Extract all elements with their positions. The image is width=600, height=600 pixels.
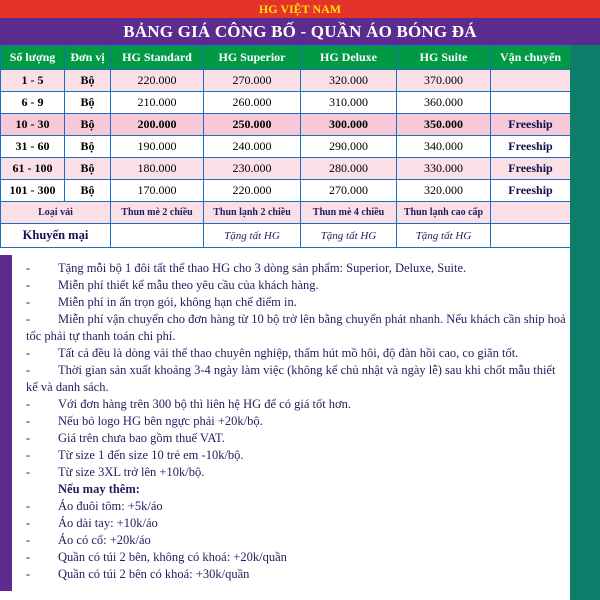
title-banner [0, 18, 600, 45]
page-title: BẢNG GIÁ CÔNG BỐ - QUẦN ÁO BÓNG ĐÁ [123, 22, 477, 41]
shipping-cell: Freeship [491, 158, 571, 180]
quantity-cell: 61 - 100 [1, 158, 65, 180]
shipping-cell: Freeship [491, 114, 571, 136]
note-text: Áo có cổ: +20k/áo [58, 533, 151, 547]
fabric-row-label: Loại vải [1, 202, 111, 224]
note-text: Tất cả đều là dòng vải thể thao chuyên nghiệp, thấm hút mồ hôi, độ đàn hồi cao, co giãn tốt. [58, 346, 519, 360]
note-item [26, 464, 566, 481]
unit-cell: Bộ [65, 180, 111, 202]
brand-name: HG VIỆT NAM [258, 2, 342, 16]
quantity-cell: 10 - 30 [1, 114, 65, 136]
price-suite-cell: 360.000 [397, 92, 491, 114]
fabric-shipping-cell [491, 202, 571, 224]
note-text: Thời gian sản xuất khoảng 3-4 ngày làm việc (không kể chủ nhật và ngày lễ) sau khi chốt mẫu thiết kế và danh sách. [26, 363, 556, 394]
price-superior-cell: 230.000 [204, 158, 301, 180]
note-item [26, 515, 566, 532]
quantity-cell: 6 - 9 [1, 92, 65, 114]
price-superior-cell: 220.000 [204, 180, 301, 202]
shipping-cell: Freeship [491, 180, 571, 202]
note-item [26, 549, 566, 566]
shipping-cell [491, 70, 571, 92]
price-deluxe-cell: 280.000 [301, 158, 397, 180]
note-item [26, 345, 566, 362]
note-text: Từ size 3XL trở lên +10k/bộ. [58, 465, 205, 479]
price-table [0, 45, 571, 248]
table-row [1, 180, 571, 202]
fabric-deluxe-cell: Thun mè 4 chiều [301, 202, 397, 224]
note-item [26, 260, 566, 277]
unit-cell: Bộ [65, 136, 111, 158]
unit-cell: Bộ [65, 158, 111, 180]
note-item [26, 498, 566, 515]
fabric-row [1, 202, 571, 224]
price-suite-cell: 320.000 [397, 180, 491, 202]
price-standard-cell: 200.000 [111, 114, 204, 136]
unit-cell: Bộ [65, 114, 111, 136]
right-color-band [570, 45, 600, 600]
price-standard-cell: 210.000 [111, 92, 204, 114]
col-header-shipping: Vận chuyển [491, 46, 571, 70]
unit-cell: Bộ [65, 70, 111, 92]
unit-cell: Bộ [65, 92, 111, 114]
promo-shipping-cell [491, 224, 571, 248]
quantity-cell: 31 - 60 [1, 136, 65, 158]
fabric-suite-cell: Thun lạnh cao cấp [397, 202, 491, 224]
price-suite-cell: 350.000 [397, 114, 491, 136]
col-header-unit: Đơn vị [65, 46, 111, 70]
promotion-row [1, 224, 571, 248]
price-superior-cell: 240.000 [204, 136, 301, 158]
note-item [26, 413, 566, 430]
note-text: Từ size 1 đến size 10 trẻ em -10k/bộ. [58, 448, 244, 462]
note-text: Quần có túi 2 bên có khoá: +30k/quần [58, 567, 250, 581]
note-item [26, 362, 566, 396]
notes-section [0, 255, 570, 591]
price-standard-cell: 190.000 [111, 136, 204, 158]
shipping-cell: Freeship [491, 136, 571, 158]
promo-suite-cell: Tặng tất HG [397, 224, 491, 248]
promotion-row-label: Khuyến mại [1, 224, 111, 248]
price-deluxe-cell: 310.000 [301, 92, 397, 114]
price-standard-cell: 180.000 [111, 158, 204, 180]
table-row [1, 70, 571, 92]
note-text: Miễn phí thiết kế mẫu theo yêu cầu của khách hàng. [58, 278, 319, 292]
note-text: Với đơn hàng trên 300 bộ thì liên hệ HG để có giá tốt hơn. [58, 397, 352, 411]
shipping-cell [491, 92, 571, 114]
note-item [26, 430, 566, 447]
note-text: Nếu may thêm: [58, 482, 140, 496]
promo-standard-cell [111, 224, 204, 248]
quantity-cell: 101 - 300 [1, 180, 65, 202]
content-area [0, 45, 600, 600]
note-item [26, 277, 566, 294]
col-header-superior: HG Superior [204, 46, 301, 70]
note-text: Giá trên chưa bao gồm thuế VAT. [58, 431, 225, 445]
main-column [0, 45, 570, 591]
note-item [26, 566, 566, 583]
note-item [26, 532, 566, 549]
note-text: Áo dài tay: +10k/áo [58, 516, 158, 530]
price-suite-cell: 370.000 [397, 70, 491, 92]
col-header-suite: HG Suite [397, 46, 491, 70]
price-standard-cell: 170.000 [111, 180, 204, 202]
note-text: Miễn phí vận chuyển cho đơn hàng từ 10 bộ trở lên bằng chuyển phát nhanh. Nếu khách cần ship hoả tốc phải tự thanh toán chi phí. [26, 312, 566, 343]
price-superior-cell: 270.000 [204, 70, 301, 92]
price-deluxe-cell: 290.000 [301, 136, 397, 158]
promo-deluxe-cell: Tặng tất HG [301, 224, 397, 248]
table-row-highlight [1, 114, 571, 136]
note-text: Quần có túi 2 bên, không có khoá: +20k/quần [58, 550, 287, 564]
promo-superior-cell: Tặng tất HG [204, 224, 301, 248]
fabric-superior-cell: Thun lạnh 2 chiều [204, 202, 301, 224]
note-text: Áo đuôi tôm: +5k/áo [58, 499, 163, 513]
price-superior-cell: 260.000 [204, 92, 301, 114]
note-text: Tặng mỗi bộ 1 đôi tất thể thao HG cho 3 dòng sản phẩm: Superior, Deluxe, Suite. [58, 261, 467, 275]
note-text: Miễn phí in ấn trọn gói, không hạn chế điểm in. [58, 295, 297, 309]
note-item [26, 396, 566, 413]
header-row [1, 46, 571, 70]
price-deluxe-cell: 320.000 [301, 70, 397, 92]
note-item [26, 447, 566, 464]
col-header-standard: HG Standard [111, 46, 204, 70]
fabric-standard-cell: Thun mè 2 chiều [111, 202, 204, 224]
price-suite-cell: 340.000 [397, 136, 491, 158]
note-item [26, 311, 566, 345]
note-item [26, 294, 566, 311]
price-deluxe-cell: 300.000 [301, 114, 397, 136]
col-header-quantity: Số lượng [1, 46, 65, 70]
table-row [1, 158, 571, 180]
price-suite-cell: 330.000 [397, 158, 491, 180]
price-superior-cell: 250.000 [204, 114, 301, 136]
col-header-deluxe: HG Deluxe [301, 46, 397, 70]
price-deluxe-cell: 270.000 [301, 180, 397, 202]
note-text: Nếu bỏ logo HG bên ngực phải +20k/bộ. [58, 414, 263, 428]
table-row [1, 136, 571, 158]
quantity-cell: 1 - 5 [1, 70, 65, 92]
price-standard-cell: 220.000 [111, 70, 204, 92]
brand-banner [0, 0, 600, 18]
table-row [1, 92, 571, 114]
note-subheading [26, 481, 566, 498]
